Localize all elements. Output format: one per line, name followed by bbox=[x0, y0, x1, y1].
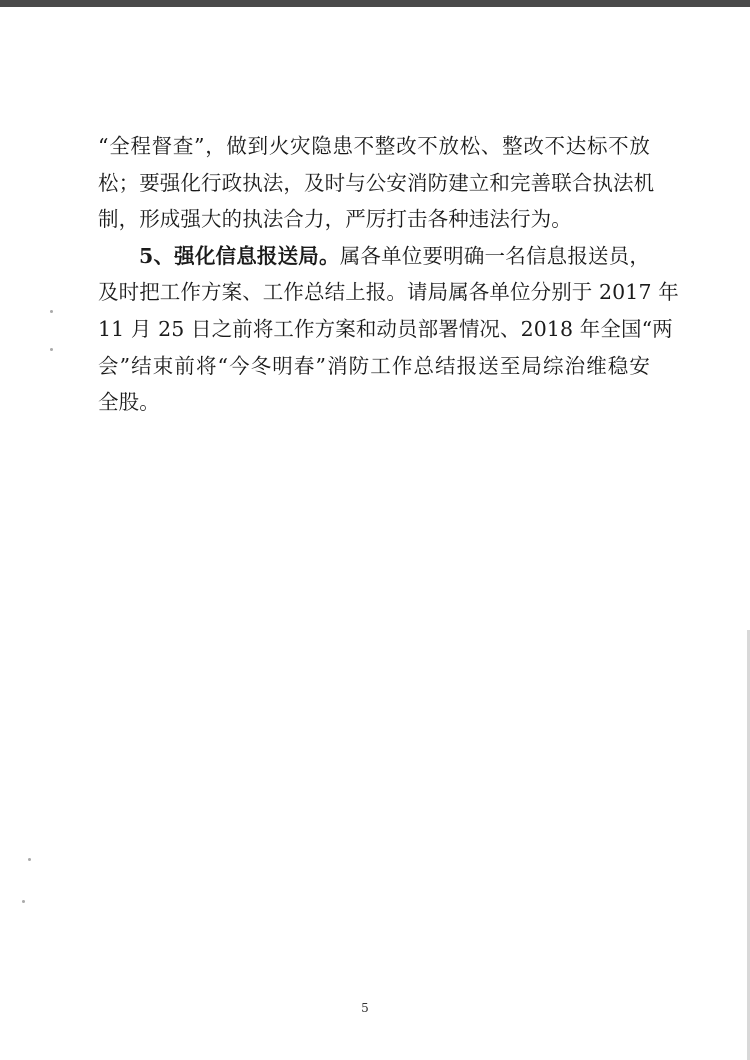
text-line bbox=[98, 238, 650, 275]
text-line: 11 月 25 日之前将工作方案和动员部署情况、2018 年全国“两 bbox=[98, 316, 673, 341]
scan-speck bbox=[50, 348, 53, 351]
text-line: 会”结束前将“今冬明春”消防工作总结报送至局综治维稳安 bbox=[98, 353, 650, 378]
section-heading: 5、强化信息报送局。 bbox=[139, 243, 340, 268]
scan-speck bbox=[22, 900, 25, 903]
paragraph-1 bbox=[98, 128, 655, 238]
text-line: 松；要强化行政执法，及时与公安消防建立和完善联合执法机 bbox=[98, 170, 655, 195]
paragraph-2 bbox=[98, 238, 679, 421]
text-line: 制，形成强大的执法合力，严厉打击各种违法行为。 bbox=[98, 207, 572, 232]
text-line: 全股。 bbox=[98, 390, 160, 415]
document-body bbox=[98, 128, 679, 421]
page-number: 5 bbox=[361, 1001, 369, 1015]
scan-speck bbox=[50, 310, 53, 313]
text-line: 及时把工作方案、工作总结上报。请局属各单位分别于 2017 年 bbox=[98, 280, 679, 305]
text-line: “全程督查”，做到火灾隐患不整改不放松、整改不达标不放 bbox=[98, 134, 650, 158]
text-span: 属各单位要明确一名信息报送员， bbox=[339, 243, 651, 268]
scan-speck bbox=[28, 858, 31, 861]
scan-top-border bbox=[0, 0, 750, 7]
